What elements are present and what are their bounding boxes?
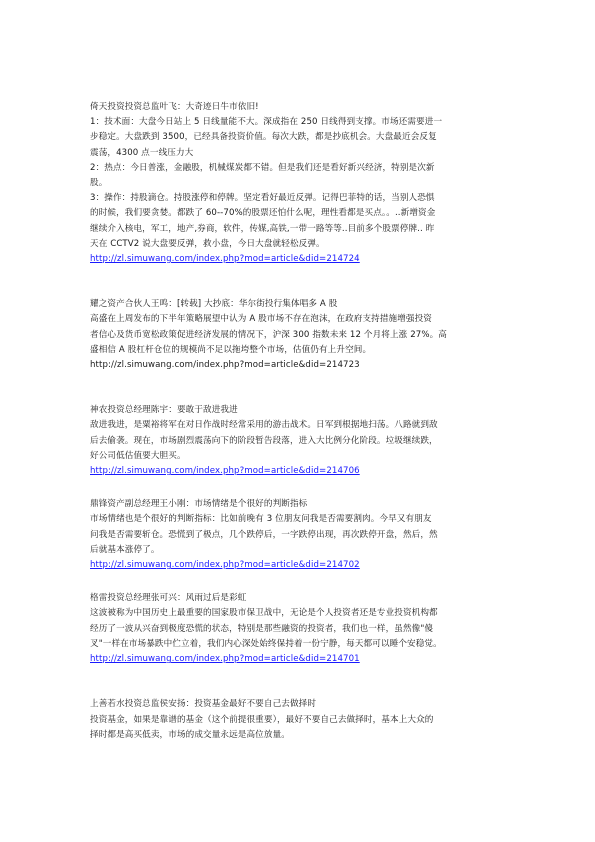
article-section [90, 297, 510, 373]
article-section [90, 100, 510, 267]
article-line: 3：操作：持股滴仓。持股涨停和停牌。坚定看好最近反弹。记得巴菲特的话，当别人恐惧 [90, 193, 435, 204]
article-line: 这波被称为中国历史上最重要的国家股市保卫战中，无论是个人投资者还是专业投资机构都 [90, 608, 438, 619]
article-title: 鼎锋资产副总经理王小刚：市场情绪是个很好的判断指标 [90, 499, 308, 510]
article-line: 后去偷袭。现在，市场剧烈震荡向下的阶段暂告段落，进入大比例分化阶段。垃圾继续跌， [90, 435, 438, 446]
article-line: 2：热点：今日普涨，金融股，机械煤炭都不错。但是我们还是看好新兴经济，特别是次新 [90, 162, 435, 173]
article-section [90, 697, 510, 743]
article-title: 耀之资产合伙人王鸣：[转载] 大抄底：华尔街投行集体唱多 A 股 [90, 299, 338, 310]
article-line: 叉"一样在市场暴跌中伫立着，我们内心深处始终保持着一份宁静，每天都可以睡个安稳觉。 [90, 638, 442, 649]
article-line: 敌进我进，是粟裕将军在对日作战时经常采用的游击战术。日军到根据地扫荡。八路就到敌 [90, 420, 438, 431]
article-line: 继续介入核电，军工，地产,券商，软件，传媒,高铁,一带一路等等..目前多个股票停牌.. 昨 [90, 223, 435, 234]
article-url-text: http://zl.simuwang.com/index.php?mod=article&did=214723 [90, 360, 360, 371]
article-section [90, 497, 510, 573]
article-link[interactable]: http://zl.simuwang.com/index.php?mod=article&did=214702 [90, 560, 360, 571]
article-line: 步稳定。大盘跌到 3500，已经具备投资价值。每次大跌，都是抄底机会。大盘最近会反复 [90, 132, 437, 143]
article-link[interactable]: http://zl.simuwang.com/index.php?mod=article&did=214706 [90, 466, 360, 477]
article-line: 后就基本涨停了。 [90, 544, 160, 555]
article-line: 股。 [90, 178, 108, 189]
article-line: 择时都是高买低卖，市场的成交量永远是高位放量。 [90, 729, 290, 740]
article-title: 格雷投资总经理张可兴：风雨过后是彩虹 [90, 593, 247, 604]
document-page [90, 100, 510, 743]
article-line: 高盛在上周发布的下半年策略展望中认为 A 股市场不存在泡沫，在政府支持措施增强投资 [90, 314, 433, 325]
article-line: 经历了一波从兴奋到极度恐慌的状态，特别是那些融资的投资者，我们也一样，虽然像"傻 [90, 623, 434, 634]
article-section [90, 591, 510, 667]
article-line: 投资基金，如果是靠谱的基金（这个前提很重要），最好不要自己去做择时，基本上大众的 [90, 714, 434, 725]
article-section [90, 403, 510, 479]
article-line: 天在 CCTV2 说大盘要反弹，救小盘，今日大盘就轻松反弹。 [90, 238, 325, 249]
article-link[interactable]: http://zl.simuwang.com/index.php?mod=article&did=214724 [90, 254, 360, 265]
article-line: 市场情绪也是个很好的判断指标：比如前晚有 3 位朋友问我是否需要割肉。今早又有朋友 [90, 514, 432, 525]
article-title: 倚天投资投资总监叶飞：大奇迹日牛市依旧! [90, 102, 259, 112]
article-title: 上善若水投资总监侯安扬：投资基金最好不要自己去做择时 [90, 699, 317, 710]
article-line: 好公司低估值要大胆买。 [90, 450, 186, 461]
article-link[interactable]: http://zl.simuwang.com/index.php?mod=article&did=214701 [90, 654, 360, 665]
article-line: 问我是否需要斩仓。恐慌到了极点，几个跌停后，一字跌停出现，再次跌停开盘，然后，然 [90, 529, 438, 540]
article-title: 神农投资总经理陈宇：要敢于敌进我进 [90, 405, 238, 416]
article-line: 的时候，我们要贪婪。都跌了 60--70%的股票还怕什么呢，理性看都是买点。。..新增资金 [90, 208, 436, 219]
article-line: 1：技术面：大盘今日站上 5 日线量能不大。深成指在 250 日线得到支撑。市场还需要进一 [90, 117, 443, 128]
article-line: 者信心及货币宽松政策促进经济发展的情况下，沪深 300 指数未来 12 个月将上涨 27%。高 [90, 329, 447, 340]
article-line: 盛相信 A 股杠杆仓位的规模尚不足以拖垮整个市场，估值仍有上升空间。 [90, 344, 372, 355]
article-line: 震荡，4300 点一线压力大 [90, 147, 194, 158]
